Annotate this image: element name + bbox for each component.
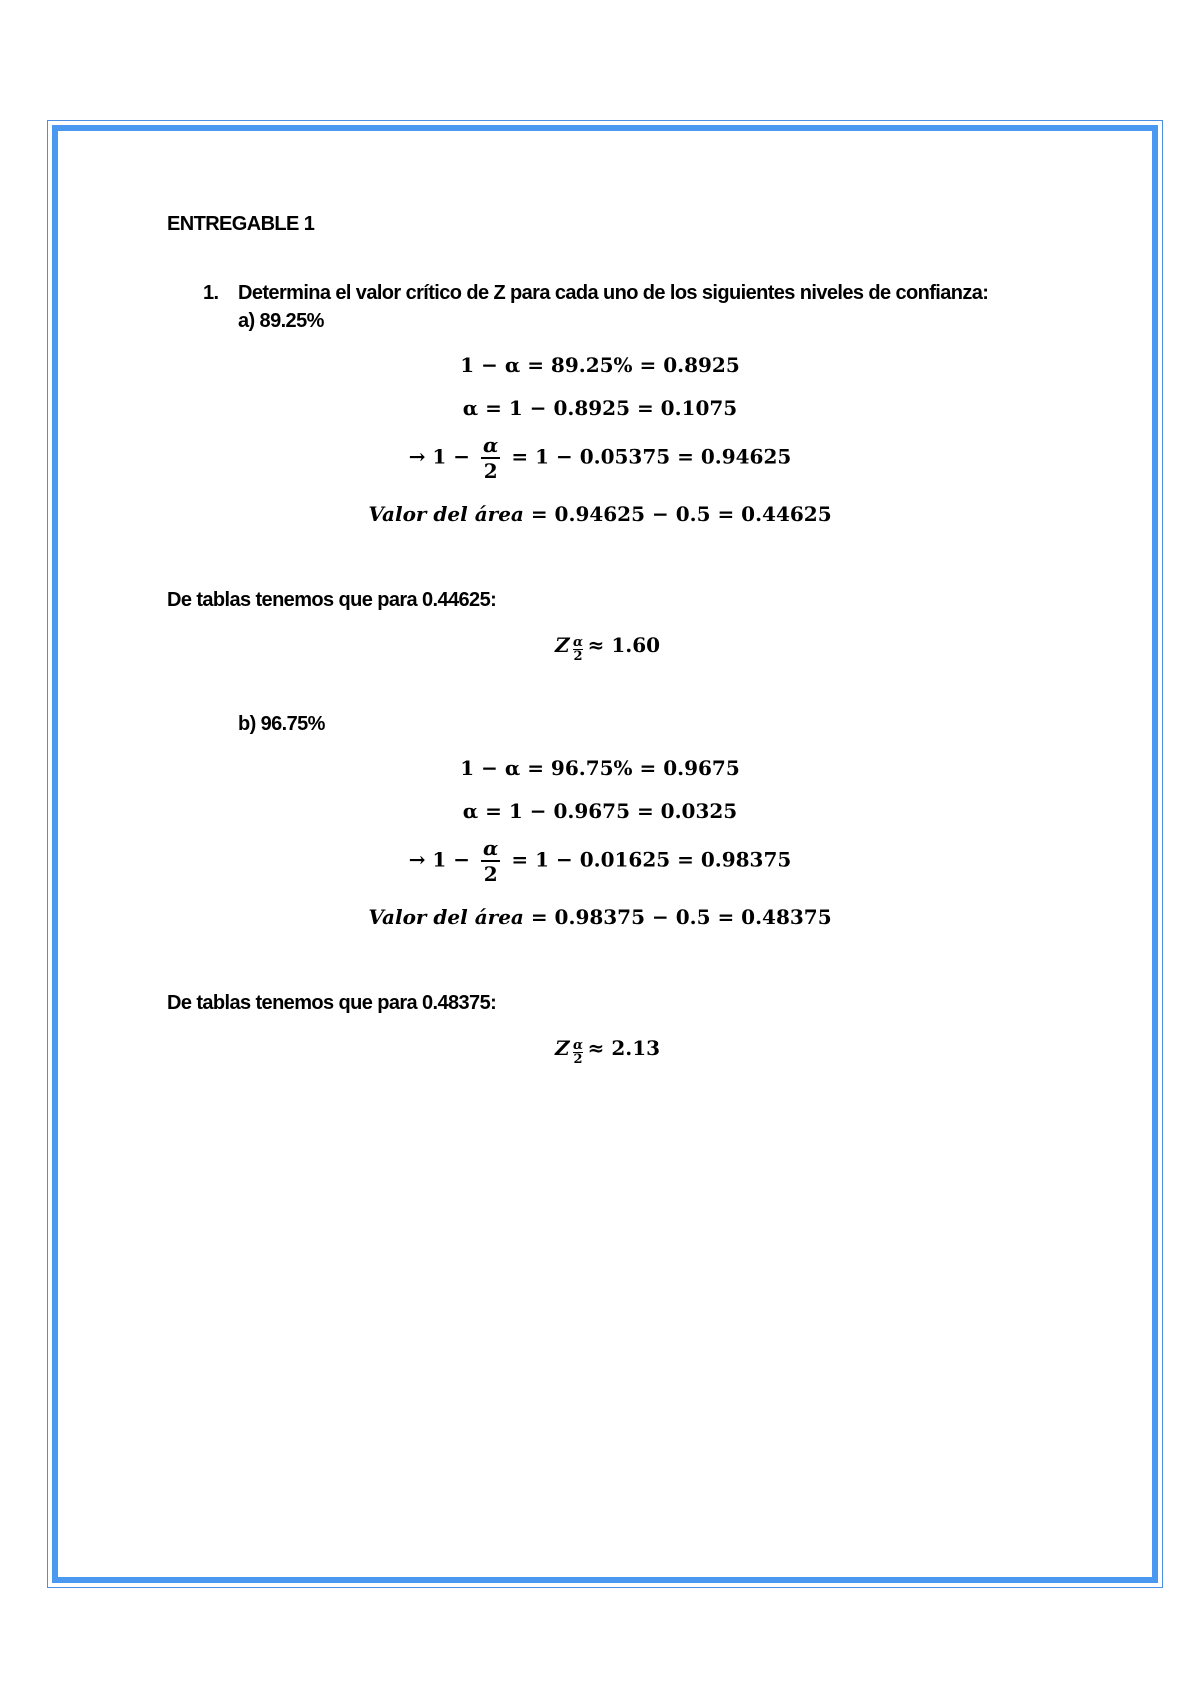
part-b-eq3 [0,836,1200,886]
area-label: Valor del área [368,502,524,526]
z-critical-symbol: Z α 2 [555,1036,584,1067]
part-b-table-text: De tablas tenemos que para 0.48375: [167,992,497,1014]
part-b-eq4 [0,905,1200,929]
part-a-table-text: De tablas tenemos que para 0.44625: [167,589,497,611]
z-value: ≈ 2.13 [587,1036,661,1060]
part-a-eq2: α = 1 − 0.8925 = 0.1075 [462,396,738,420]
part-b-z-result [555,1036,661,1067]
document-title: ENTREGABLE 1 [167,213,315,235]
part-a-eq4 [0,502,1200,526]
part-a-eq3-rest: = 1 − 0.05375 = 0.94625 [511,444,792,469]
area-label: Valor del área [368,905,524,929]
part-b-label: b) 96.75% [238,713,325,735]
part-b-eq3-prefix: → 1 − [408,847,471,872]
z-value: ≈ 1.60 [587,633,661,657]
part-a-eq4-rest: = 0.94625 − 0.5 = 0.44625 [523,502,832,526]
part-b-eq3-rest: = 1 − 0.01625 = 0.98375 [511,847,792,872]
alpha-half-fraction [481,433,500,483]
fraction-denominator: 2 [483,459,498,483]
part-b-eq2: α = 1 − 0.9675 = 0.0325 [462,799,738,823]
part-a-eq3 [0,433,1200,483]
part-a-eq3-prefix: → 1 − [408,444,471,469]
fraction-numerator: α [483,433,499,457]
fraction-numerator: α [483,836,499,860]
question-number: 1. [203,282,219,304]
z-critical-symbol: Z α 2 [555,633,584,664]
fraction-denominator: 2 [483,862,498,886]
part-b-eq1: 1 − α = 96.75% = 0.9675 [460,756,740,780]
question-text: Determina el valor crítico de Z para cada uno de los siguientes niveles de confianza: [238,282,989,304]
part-a-label: a) 89.25% [238,310,324,332]
part-a-z-result [555,633,661,664]
part-b-eq4-rest: = 0.98375 − 0.5 = 0.48375 [523,905,832,929]
alpha-half-fraction [481,836,500,886]
part-a-eq1: 1 − α = 89.25% = 0.8925 [460,353,740,377]
